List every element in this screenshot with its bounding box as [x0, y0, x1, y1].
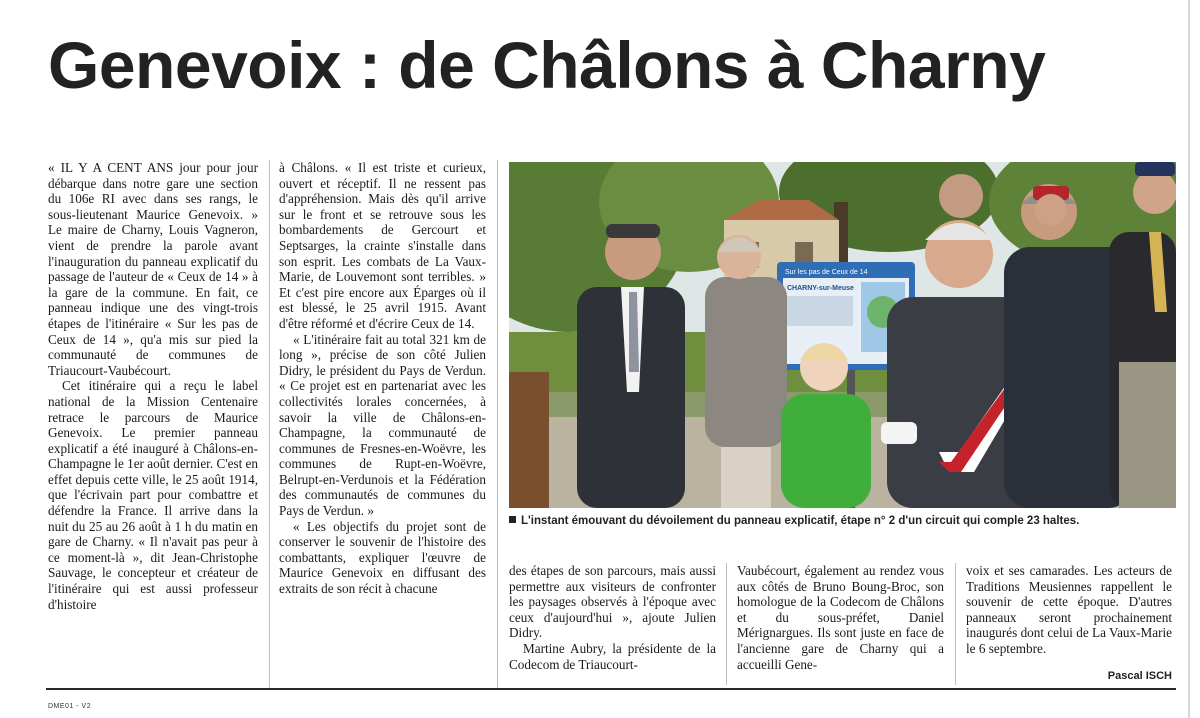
article-column-4: [737, 563, 944, 688]
paragraph: Cet itinéraire qui a reçu le label national de la Mission Centenaire retrace le parcours de Maurice Genevoix. Le premier panneau explicatif a été inauguré à Châlons-en-Champagne le 1er août dernier. C'est en effet depuis cette ville, le 25 août 1914, que l'écrivain part pour combattre et défendre la France. Il arrive dans la nuit du 25 au 26 août à 1 h du matin en gare de Charny. « Il n'avait pas peur à ce moment-là », dit Jean-Christophe Sauvage, le concepteur et créateur de l'itinéraire qui est aussi professeur d'histoire: [48, 378, 258, 612]
photo-illustration: [509, 162, 1176, 508]
paragraph: « IL Y A CENT ANS jour pour jour débarque dans notre gare une section du 106e RI avec dans ses rangs, le sous-lieutenant Maurice Genevoix. » Le maire de Charny, Louis Vagneron, vient de prendre la parole avant l'inauguration du panneau explicatif du passage de l'auteur de « Ceux de 14 » à la gare de la commune. En fait, ce panneau indique une des vingt-trois étapes de l'itinéraire « Sur les pas de Ceux de 14 », qu'a mis sur pied la communauté de communes de Triaucourt-Vaubécourt.: [48, 160, 258, 378]
article-column-2: [279, 160, 486, 688]
caption-text: L'instant émouvant du dévoilement du panneau explicatif, étape n° 2 d'un circuit qui comple 23 haltes.: [521, 515, 1080, 527]
bottom-rule: [46, 688, 1176, 690]
page-edge-rule: [1188, 0, 1190, 718]
article-column-3: [509, 563, 716, 688]
paragraph: Vaubécourt, également au rendez vous aux côtés de Bruno Boung-Broc, son homologue de la Codecom de Châlons et du sous-préfet, Daniel Mérignargues. Ils sont juste en face de l'ancienne gare de Charny qui a accueilli Gene-: [737, 563, 944, 672]
paragraph: voix et ses camarades. Les acteurs de Traditions Meusiennes rappellent le souvenir de cette époque. D'autres panneaux seront prochainement inaugurés dont celui de La Vaux-Marie le 6 septembre.: [966, 563, 1172, 656]
article-photo: [509, 162, 1176, 508]
column-rule: [497, 160, 498, 688]
headline: Genevoix : de Châlons à Charny: [48, 28, 1046, 102]
sign-header: Sur les pas de Ceux de 14: [785, 269, 868, 276]
paragraph: « Les objectifs du projet sont de conserver le souvenir de l'histoire des combattants, expliquer l'œuvre de Maurice Genevoix en diffusant des extraits de son récit à chacune: [279, 518, 486, 597]
photo-caption: [509, 512, 1149, 530]
column-rule: [726, 563, 727, 685]
byline: Pascal ISCH: [1107, 670, 1172, 682]
paragraph: à Châlons. « Il est triste et curieux, ouvert et réceptif. Il ne ressent pas d'appréhension. Mais dès qu'il arrive sur le front et se retrouve sous les bombardements de Gercourt et Septsarges, la crainte s'installe dans son esprit. Les combats de La Vaux-Marie, de Louvemont sont terribles. » Et c'est pire encore aux Éparges où il est blessé, le 25 avril 1915. Avant d'être réformé et d'écrire Ceux de 14.: [279, 160, 486, 331]
paragraph: « L'itinéraire fait au total 321 km de long », précise de son côté Julien Didry, le président du Pays de Verdun. « Ce projet est en partenariat avec les collectivités lorales concernées, à savoir la ville de Châlons-en-Champagne, la communauté de communes de Fresnes-en-Woëvre, les communes de Rupt-en-Woëvre, Belrupt-en-Verdunois et la Fédération des communautés de communes du Pays de Verdun. »: [279, 331, 486, 519]
article-column-1: [48, 160, 258, 688]
paragraph: Martine Aubry, la présidente de la Codecom de Triaucourt-: [509, 640, 716, 672]
page-folio: DME01 - V2: [48, 703, 92, 710]
paragraph: des étapes de son parcours, mais aussi permettre aux visiteurs de confronter les paysages observés à l'époque avec ceux d'aujourd'hui », ajoute Julien Didry.: [509, 563, 716, 641]
sign-title: CHARNY-sur-Meuse: [787, 285, 854, 292]
column-rule: [955, 563, 956, 685]
article-column-5: [966, 563, 1172, 671]
caption-marker: [509, 516, 516, 523]
column-rule: [269, 160, 270, 688]
